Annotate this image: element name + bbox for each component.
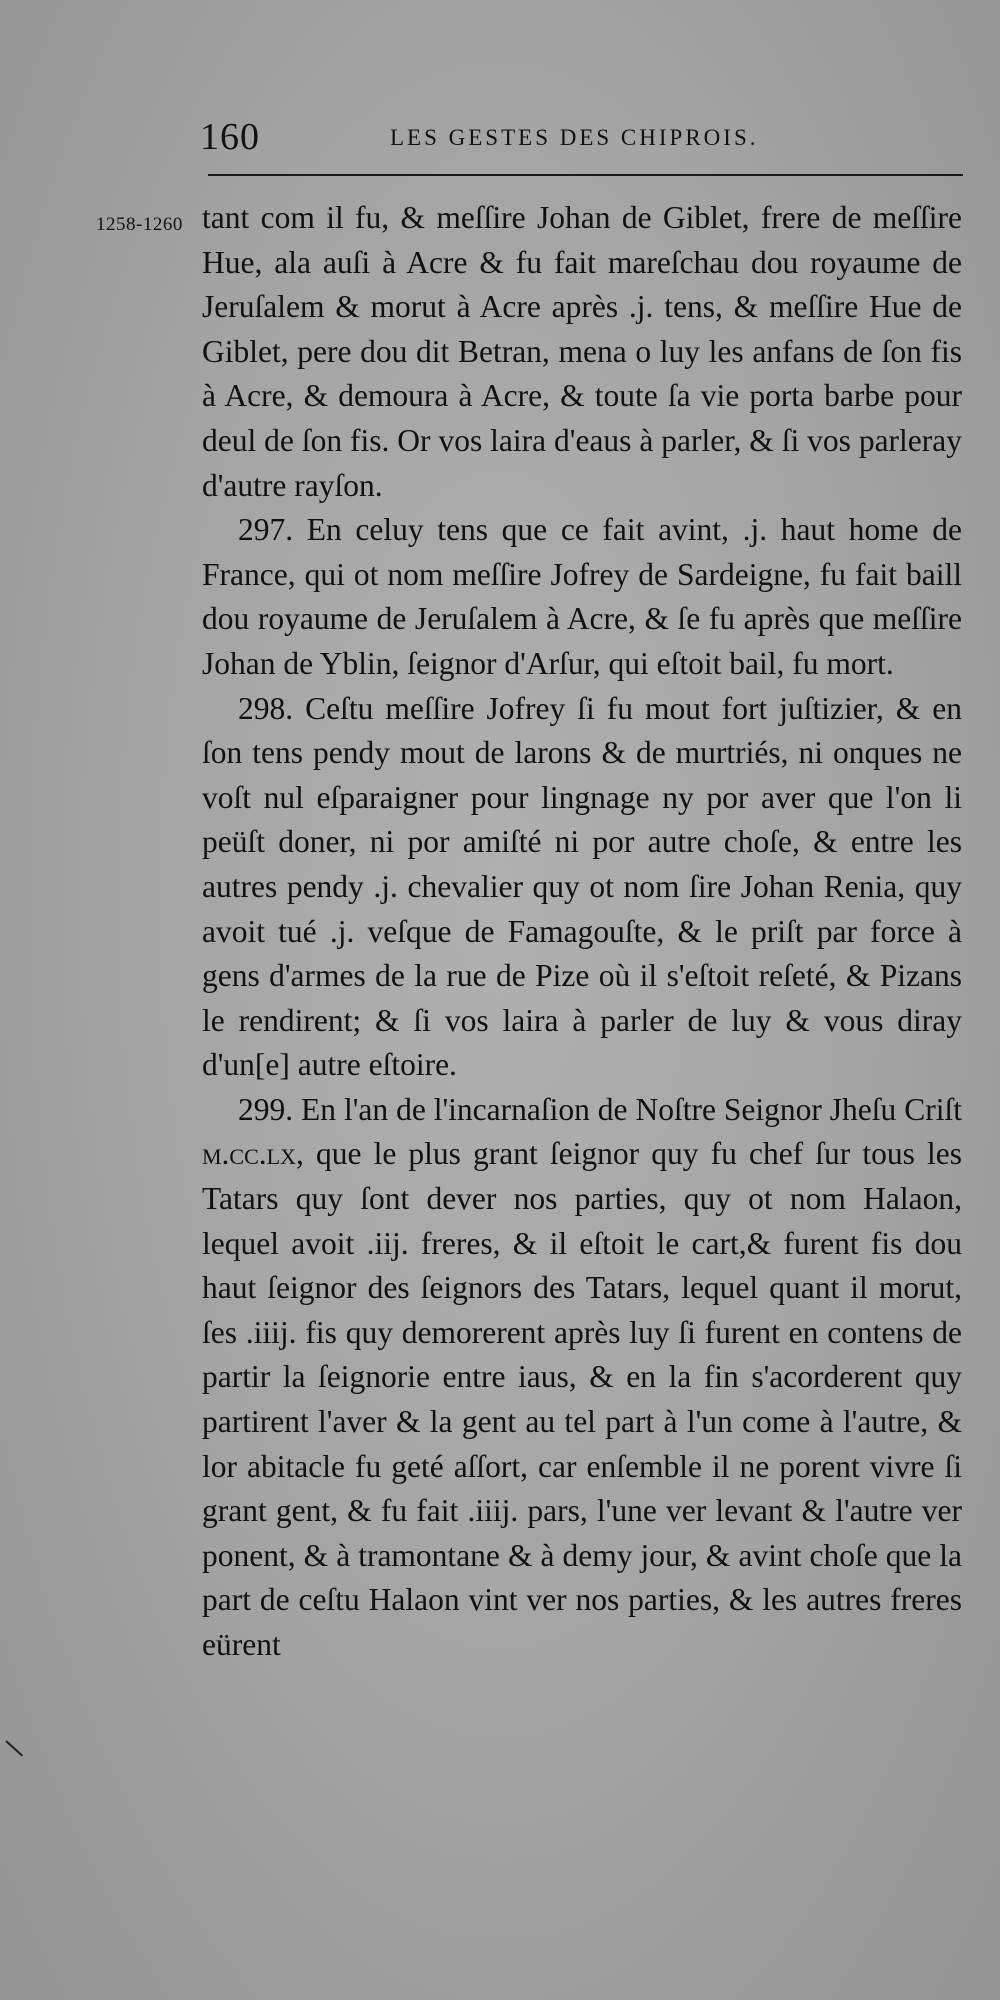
paragraph-text: En celuy tens que ce fait avint, .j. haut home de France, qui ot nom meſſire Jofrey de Sardeigne, fu fait baill dou royaume de Jeruſalem à Acre, & ſe fu après que meſſire Johan de Yblin, ſeignor d'Arſur, qui eſtoit bail, fu mort. [202,512,962,681]
paragraph-number: 297. [238,512,294,548]
page-number: 160 [200,116,260,158]
paragraph-continuation [202,196,962,508]
running-title: LES GESTES DES CHIPROIS. [390,125,759,150]
paragraph-number: 299. [238,1091,294,1127]
paragraph-298 [202,687,962,1088]
paragraph-text: En l'an de l'incarnaſion de Noſtre Seignor Jheſu Criſt [293,1091,962,1127]
paragraph-297 [202,508,962,686]
paragraph-text: , que le plus grant ſeignor quy fu chef ſur tous les Tatars quy ſont dever nos parties, quy ot nom Halaon, lequel avoit .iij. freres, & il eſtoit le cart,& furent fis dou haut ſeignor des ſeignors des Tatars, lequel quant il morut, ſes .iiij. fis quy demorerent après luy ſi furent en contens de partir la ſeignorie entre iaus, & en la fin s'acorderent quy partirent l'aver & la gent au tel part à l'un come à l'autre, & lor abitacle fu geté aſſort, car enſemble il ne porent vivre ſi grant gent, & fu fait .iiij. pars, l'une ver levant & l'autre ver ponent, & à tramontane & à demy jour, & avint choſe que la part de ceſtu Halaon vint ver nos parties, & les autres freres eürent [202,1136,962,1662]
body-text [202,196,962,1668]
margin-mark [5,1740,23,1756]
paragraph-text: tant com il fu, & meſſire Johan de Giblet, frere de meſſire Hue, ala auſi à Acre & fu fait mareſchau dou royaume de Jeruſalem & morut à Acre après .j. tens, & meſſire Hue de Giblet, pere dou dit Betran, mena o luy les anfans de ſon fis à Acre, & demoura à Acre, & toute ſa vie porta barbe pour deul de ſon fis. Or vos laira d'eaus à parler, & ſi vos parleray d'autre rayſon. [202,200,962,503]
header-rule [208,174,963,176]
year-numeral: m.cc.lx [202,1136,296,1172]
paragraph-299 [202,1088,962,1668]
margin-date: 1258-1260 [96,214,183,235]
paragraph-text: Ceſtu meſſire Jofrey ſi fu mout fort juſtizier, & en ſon tens pendy mout de larons & de murtriés, ni onques ne voſt nul eſparaigner pour lingnage ny por aver que l'on li peüſt doner, ni por amiſté ni por autre choſe, & entre les autres pendy .j. chevalier quy ot nom ſire Johan Renia, quy avoit tué .j. veſque de Famagouſte, & le priſt par force à gens d'armes de la rue de Pize où il s'eſtoit reſeté, & Pizans le rendirent; & ſi vos laira à parler de luy & vous diray d'un[e] autre eſtoire. [202,690,962,1083]
paragraph-number: 298. [238,690,294,726]
page-header [200,112,965,162]
